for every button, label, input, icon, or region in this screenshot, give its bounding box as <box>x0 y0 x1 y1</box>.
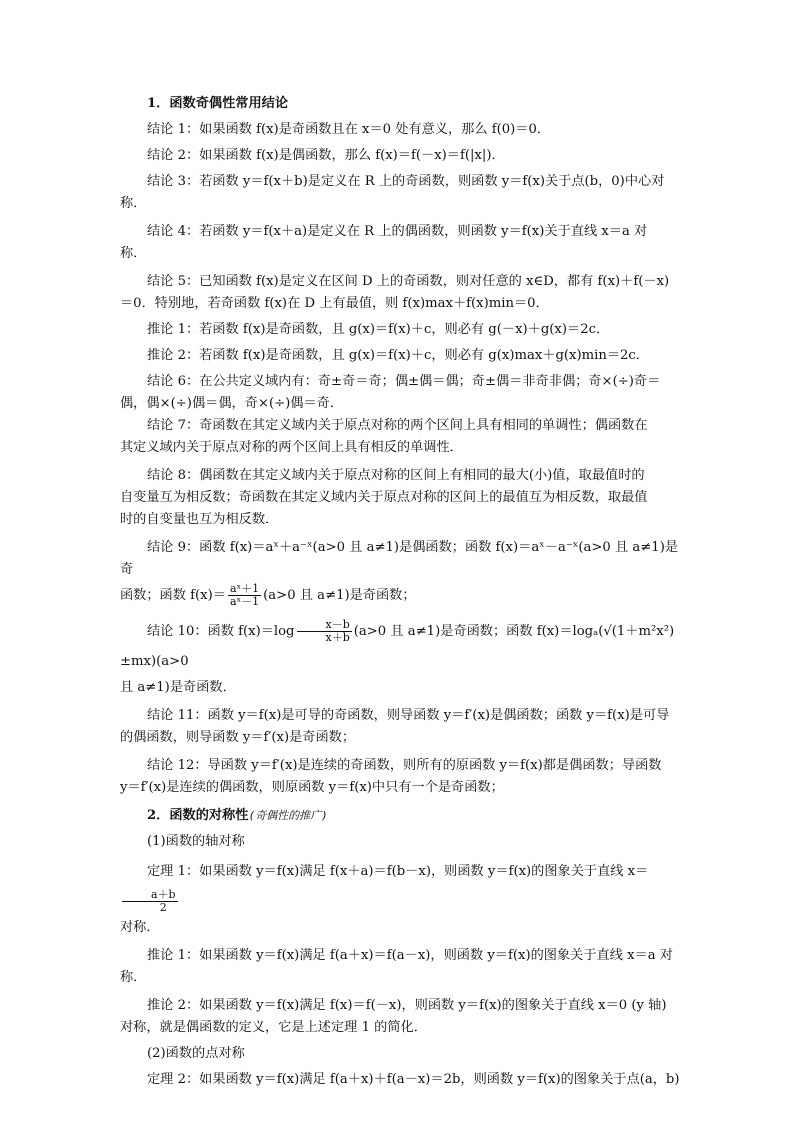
conclusion-6-line1: 结论 6：在公共定义域内有：奇±奇＝奇；偶±偶＝偶；奇±偶＝非奇非偶；奇×(÷)奇＝ <box>147 374 661 389</box>
subsection-point-symmetry: (2)函数的点对称 <box>147 1046 245 1061</box>
fraction-numerator: a＋b <box>122 889 178 902</box>
fraction-ax <box>228 583 261 608</box>
theorem-1-text: 定理 1：如果函数 y＝f(x)满足 f(x＋a)＝f(b－x)，则函数 y＝f(x)的图象关于直线 x＝ <box>147 864 649 879</box>
conclusion-7-line1: 结论 7：奇函数在其定义域内关于原点对称的两个区间上具有相同的单调性；偶函数在 <box>147 418 648 433</box>
conclusion-3-line1: 结论 3：若函数 y＝f(x＋b)是定义在 R 上的奇函数，则函数 y＝f(x)关于点(b，0)中心对 <box>147 174 665 189</box>
conclusion-12-line2: y＝f′(x)是连续的偶函数，则原函数 y＝f(x)中只有一个是奇函数； <box>120 780 504 795</box>
conclusion-5-line2: ＝0．特别地，若奇函数 f(x)在 D 上有最值，则 f(x)max＋f(x)min＝0． <box>120 296 549 311</box>
section-2-title <box>120 805 680 827</box>
fraction-denominator: 2 <box>159 901 167 914</box>
conclusion-4-line2: 称． <box>120 246 147 261</box>
fraction-axis <box>122 889 178 914</box>
theorem-1-line2: 对称． <box>120 920 160 935</box>
conclusion-6-line2: 偶，偶×(÷)偶＝偶，奇×(÷)偶＝奇． <box>120 396 344 411</box>
conclusion-8-line3: 时的自变量也互为相反数． <box>120 512 279 527</box>
conclusion-9-text-after: (a>0 且 a≠1)是奇函数； <box>263 588 416 603</box>
conclusion-10-text-before: 结论 10：函数 f(x)＝log <box>147 624 295 639</box>
conclusion-8-line1: 结论 8：偶函数在其定义域内关于原点对称的区间上有相同的最大(小)值，取最值时的 <box>147 468 645 483</box>
conclusion-9-line2 <box>120 581 680 611</box>
fraction-numerator: x－b <box>297 619 352 632</box>
section-2-heading: 2．函数的对称性 <box>147 808 249 823</box>
conclusion-3-line2: 称． <box>120 196 147 211</box>
theorem-1-corollary-1-line2: 称． <box>120 970 147 985</box>
conclusion-9-line1: 结论 9：函数 f(x)＝aˣ＋a⁻ˣ(a>0 且 a≠1)是偶函数；函数 f(x)＝aˣ－a⁻ˣ(a>0 且 a≠1)是奇 <box>120 540 679 577</box>
fraction-denominator: x＋b <box>325 631 350 644</box>
conclusion-11-line1: 结论 11：函数 y＝f(x)是可导的奇函数，则导函数 y＝f′(x)是偶函数；函数 y＝f(x)是可导 <box>147 708 670 723</box>
theorem-1-corollary-2-line2: 对称，就是偶函数的定义，它是上述定理 1 的简化． <box>120 1020 427 1035</box>
section-1-title: 1．函数奇偶性常用结论 <box>147 96 289 111</box>
fraction-denominator: aˣ－1 <box>229 595 260 608</box>
corollary-2: 推论 2：若函数 f(x)是奇函数，且 g(x)＝f(x)＋c，则必有 g(x)max＋g(x)min＝2c． <box>147 348 649 363</box>
section-2-handwritten-note: (奇偶性的推广) <box>248 809 328 822</box>
corollary-1: 推论 1：若函数 f(x)是奇函数，且 g(x)＝f(x)＋c，则必有 g(－x)＋g(x)＝2c． <box>147 322 610 337</box>
conclusion-10-text-after: (a>0 且 a≠1)是奇函数；函数 f(x)＝logₐ(√(1＋m²x²)±mx)(a>0 <box>120 624 675 669</box>
theorem-2-line1: 定理 2：如果函数 y＝f(x)满足 f(a＋x)＋f(a－x)＝2b，则函数 y＝f(x)的图象关于点(a，b) <box>147 1072 680 1087</box>
conclusion-8-line2: 自变量互为相反数；奇函数在其定义域内关于原点对称的区间上的最值互为相反数，取最值 <box>120 490 648 505</box>
theorem-1-line1 <box>120 857 680 917</box>
theorem-1-corollary-1-line1: 推论 1：如果函数 y＝f(x)满足 f(a＋x)＝f(a－x)，则函数 y＝f(x)的图象关于直线 x＝a 对 <box>147 948 673 963</box>
fraction-numerator: aˣ＋1 <box>229 582 260 595</box>
conclusion-5-line1: 结论 5：已知函数 f(x)是定义在区间 D 上的奇函数，则对任意的 x∈D，都有 f(x)＋f(－x) <box>147 274 670 289</box>
conclusion-7-line2: 其定义域内关于原点对称的两个区间上具有相反的单调性． <box>120 440 463 455</box>
conclusion-10-line1 <box>120 617 680 677</box>
conclusion-11-line2: 的偶函数，则导函数 y＝f′(x)是奇函数； <box>120 730 356 745</box>
conclusion-4-line1: 结论 4：若函数 y＝f(x＋a)是定义在 R 上的偶函数，则函数 y＝f(x)关于直线 x＝a 对 <box>147 224 648 239</box>
theorem-1-corollary-2-line1: 推论 2：如果函数 y＝f(x)满足 f(x)＝f(－x)，则函数 y＝f(x)的图象关于直线 x＝0 (y 轴) <box>147 998 667 1013</box>
conclusion-1: 结论 1：如果函数 f(x)是奇函数且在 x＝0 处有意义，那么 f(0)＝0． <box>147 122 551 137</box>
conclusion-2: 结论 2：如果函数 f(x)是偶函数，那么 f(x)＝f(－x)＝f(|x|)． <box>147 148 505 163</box>
fraction-log <box>297 619 352 644</box>
subsection-axis-symmetry: (1)函数的轴对称 <box>147 834 245 849</box>
conclusion-12-line1: 结论 12：导函数 y＝f′(x)是连续的奇函数，则所有的原函数 y＝f(x)都是偶函数；导函数 <box>147 758 662 773</box>
conclusion-10-line2: 且 a≠1)是奇函数． <box>120 680 236 695</box>
conclusion-9-text-before: 函数；函数 f(x)＝ <box>120 588 226 603</box>
document-body <box>120 93 680 1091</box>
